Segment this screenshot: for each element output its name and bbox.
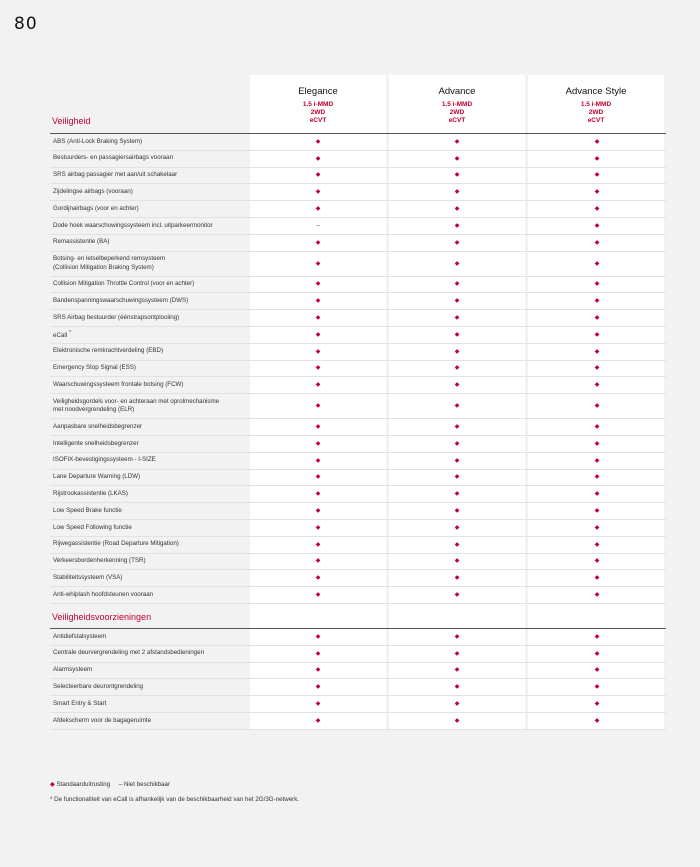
standard-equipment-icon: ◆ xyxy=(315,541,321,548)
table-row xyxy=(50,252,666,277)
standard-equipment-icon: ◆ xyxy=(454,348,460,355)
standard-equipment-icon: ◆ xyxy=(315,403,321,410)
standard-equipment-icon: ◆ xyxy=(454,206,460,213)
standard-equipment-icon: ◆ xyxy=(315,260,321,267)
feature-label: Waarschuwingssysteem frontale botsing (FCW) xyxy=(53,381,184,388)
standard-equipment-icon: ◆ xyxy=(315,315,321,322)
standard-equipment-icon: ◆ xyxy=(315,667,321,674)
feature-label: Emergency Stop Signal (ESS) xyxy=(53,364,136,372)
table-row xyxy=(50,537,666,554)
table-row xyxy=(50,520,666,537)
section-title-veiligheidsvoorzieningen: Veiligheidsvoorzieningen xyxy=(52,612,152,622)
feature-label: Intelligente snelheidsbegrenzer xyxy=(53,439,139,447)
standard-equipment-icon: ◆ xyxy=(594,633,600,640)
table-row xyxy=(50,327,666,344)
table-row xyxy=(50,394,666,419)
table-row xyxy=(50,646,666,663)
standard-equipment-icon: ◆ xyxy=(315,558,321,565)
feature-label: Bestuurders- en passagiersairbags vooraan xyxy=(53,154,174,162)
standard-equipment-icon: ◆ xyxy=(454,382,460,389)
standard-equipment-icon: ◆ xyxy=(454,331,460,338)
standard-equipment-icon: ◆ xyxy=(594,575,600,582)
feature-label: Aanpasbare snelheidsbegrenzer xyxy=(53,422,143,430)
standard-equipment-icon: ◆ xyxy=(594,424,600,431)
standard-equipment-icon: ◆ xyxy=(315,508,321,515)
standard-equipment-icon: ◆ xyxy=(454,575,460,582)
feature-label: SRS airbag passagier met aan/uit schakelaar xyxy=(53,171,178,179)
standard-equipment-icon: ◆ xyxy=(454,239,460,246)
footnote: * De functionaliteit van eCall is afhankelijk van de beschikbaarheid van het 2G/3G-netwerk. xyxy=(50,796,300,803)
standard-equipment-icon: ◆ xyxy=(594,650,600,657)
table-row xyxy=(50,151,666,168)
trim-name: Advance xyxy=(438,86,476,97)
standard-equipment-icon: ◆ xyxy=(594,667,600,674)
legend-standard-label: Standaarduitrusting xyxy=(56,781,111,788)
feature-label: Antidiefstalsysteem xyxy=(53,632,107,640)
not-available-symbol: – xyxy=(118,781,123,788)
standard-equipment-icon: ◆ xyxy=(454,189,460,196)
standard-equipment-icon: ◆ xyxy=(454,491,460,498)
table-row xyxy=(50,470,666,487)
standard-equipment-icon: ◆ xyxy=(315,206,321,213)
standard-equipment-icon: ◆ xyxy=(594,403,600,410)
feature-label: ISOFIX-bevestigingssysteem - I-SIZE xyxy=(53,456,156,464)
standard-equipment-icon: ◆ xyxy=(315,701,321,708)
trim-name: Elegance xyxy=(298,86,338,97)
standard-equipment-icon: ◆ xyxy=(594,298,600,305)
standard-equipment-icon: ◆ xyxy=(594,508,600,515)
feature-label: Low Speed Following functie xyxy=(53,523,132,531)
standard-equipment-icon: ◆ xyxy=(454,684,460,691)
feature-label: Low Speed Brake functie xyxy=(53,506,122,514)
standard-equipment-icon: ◆ xyxy=(454,717,460,724)
table-row xyxy=(50,436,666,453)
drive: 2WD xyxy=(310,109,326,116)
standard-equipment-icon: ◆ xyxy=(315,239,321,246)
standard-equipment-icon: ◆ xyxy=(454,298,460,305)
standard-equipment-icon: ◆ xyxy=(594,684,600,691)
feature-label: ABS (Anti-Lock Braking System) xyxy=(53,137,143,145)
feature-label: Elektronische remkrachtverdeling (EBD) xyxy=(53,347,164,355)
table-row xyxy=(50,293,666,310)
table-row xyxy=(50,235,666,252)
feature-label: Veiligheidsgordels voor- en achteraan met oprolmechanisme met noodvergrendeling (ELR) xyxy=(53,397,220,414)
table-row xyxy=(50,184,666,201)
standard-equipment-icon: ◆ xyxy=(315,298,321,305)
standard-equipment-icon: ◆ xyxy=(454,667,460,674)
table-row xyxy=(50,168,666,185)
standard-equipment-icon: ◆ xyxy=(594,717,600,724)
standard-equipment-icon: ◆ xyxy=(315,155,321,162)
page-number: 80 xyxy=(14,14,38,34)
feature-table-veiligheid xyxy=(50,134,666,604)
standard-equipment-icon: ◆ xyxy=(594,440,600,447)
standard-equipment-icon: ◆ xyxy=(454,365,460,372)
standard-equipment-icon: ◆ xyxy=(315,331,321,338)
table-row xyxy=(50,134,666,151)
standard-equipment-icon: ◆ xyxy=(315,281,321,288)
feature-label: Centrale deurvergrendeling met 2 afstandsbedieningen xyxy=(53,649,205,657)
standard-equipment-icon: ◆ xyxy=(594,281,600,288)
standard-equipment-icon: ◆ xyxy=(594,474,600,481)
table-row xyxy=(50,361,666,378)
standard-equipment-icon: ◆ xyxy=(315,717,321,724)
standard-equipment-icon: ◆ xyxy=(594,189,600,196)
feature-label: Bandenspanningswaarschuwingssysteem (DWS) xyxy=(53,297,189,305)
feature-label: Selecteerbare deurontgrendeling xyxy=(53,683,144,691)
standard-equipment-icon: ◆ xyxy=(454,474,460,481)
table-row xyxy=(50,503,666,520)
standard-equipment-icon: ◆ xyxy=(594,382,600,389)
standard-equipment-icon: ◆ xyxy=(594,348,600,355)
table-row xyxy=(50,419,666,436)
standard-equipment-icon: ◆ xyxy=(454,424,460,431)
feature-label: Verkeersbordenherkenning (TSR) xyxy=(53,557,146,565)
engine: 1.5 i-MMD xyxy=(580,101,612,108)
standard-equipment-icon: ◆ xyxy=(454,524,460,531)
column-header-advance xyxy=(389,86,525,125)
feature-label: Alarmsysteem xyxy=(53,666,93,674)
table-row xyxy=(50,696,666,713)
footnote-marker: * xyxy=(69,330,72,337)
table-row xyxy=(50,218,666,235)
standard-equipment-icon: ◆ xyxy=(594,155,600,162)
engine: 1.5 i-MMD xyxy=(302,101,334,108)
standard-equipment-icon: ◆ xyxy=(315,138,321,145)
feature-label: Afdekscherm voor de bagageruimte xyxy=(53,716,152,724)
table-row xyxy=(50,663,666,680)
standard-equipment-icon: ◆ xyxy=(315,348,321,355)
feature-label: Rijstrookassistentie (LKAS) xyxy=(53,489,128,497)
standard-equipment-icon: ◆ xyxy=(594,331,600,338)
standard-equipment-icon: ◆ xyxy=(454,222,460,229)
feature-label: Remassistentie (BA) xyxy=(53,238,110,246)
table-row xyxy=(50,629,666,646)
standard-equipment-icon: ◆ xyxy=(594,701,600,708)
feature-label: Anti-whiplash hoofdsteunen vooraan xyxy=(53,590,154,598)
standard-equipment-icon: ◆ xyxy=(315,684,321,691)
standard-equipment-icon: ◆ xyxy=(315,474,321,481)
feature-label: Dode hoek waarschuwingssysteem incl. uitparkeermonitor xyxy=(53,221,213,229)
table-row xyxy=(50,587,666,604)
table-row xyxy=(50,554,666,571)
column-header-advance-style xyxy=(528,86,664,125)
standard-equipment-icon: ◆ xyxy=(454,457,460,464)
table-row xyxy=(50,570,666,587)
standard-equipment-icon: ◆ xyxy=(315,172,321,179)
feature-label: Botsing- en letselbeperkend remsysteem (Collision Mitigation Braking System) xyxy=(53,255,166,271)
standard-equipment-icon: ◆ xyxy=(454,155,460,162)
table-row xyxy=(50,277,666,294)
standard-equipment-icon: ◆ xyxy=(315,440,321,447)
feature-label: eCall * xyxy=(53,330,72,340)
standard-equipment-icon: ◆ xyxy=(454,508,460,515)
table-row xyxy=(50,713,666,730)
table-row xyxy=(50,486,666,503)
drive: 2WD xyxy=(588,109,604,116)
standard-equipment-icon: ◆ xyxy=(594,524,600,531)
standard-equipment-icon: ◆ xyxy=(454,558,460,565)
standard-equipment-icon: ◆ xyxy=(594,457,600,464)
standard-equipment-icon: ◆ xyxy=(594,541,600,548)
transmission: eCVT xyxy=(587,117,605,124)
standard-equipment-icon: ◆ xyxy=(454,592,460,599)
standard-symbol: ◆ xyxy=(50,781,55,788)
legend-not-available-label: Niet beschikbaar xyxy=(123,781,171,788)
feature-label: Lane Departure Warning (LDW) xyxy=(53,473,141,481)
standard-equipment-icon: ◆ xyxy=(454,633,460,640)
standard-equipment-icon: ◆ xyxy=(315,382,321,389)
feature-label: Collision Mitigation Throttle Control (voor en achter) xyxy=(53,280,195,288)
standard-equipment-icon: ◆ xyxy=(594,172,600,179)
standard-equipment-icon: ◆ xyxy=(315,424,321,431)
engine: 1.5 i-MMD xyxy=(441,101,473,108)
standard-equipment-icon: ◆ xyxy=(315,575,321,582)
transmission: eCVT xyxy=(309,117,327,124)
table-row xyxy=(50,310,666,327)
standard-equipment-icon: ◆ xyxy=(454,650,460,657)
standard-equipment-icon: ◆ xyxy=(594,239,600,246)
standard-equipment-icon: ◆ xyxy=(454,281,460,288)
standard-equipment-icon: ◆ xyxy=(454,541,460,548)
feature-label: Zijdelingse airbags (vooraan) xyxy=(53,188,133,196)
feature-label: Stabiliteitssysteem (VSA) xyxy=(53,573,123,581)
standard-equipment-icon: ◆ xyxy=(315,650,321,657)
table-row xyxy=(50,453,666,470)
feature-table-veiligheidsvoorzieningen xyxy=(50,629,666,730)
not-available-mark: – xyxy=(316,222,320,229)
column-header-elegance xyxy=(250,86,386,125)
standard-equipment-icon: ◆ xyxy=(594,592,600,599)
transmission: eCVT xyxy=(448,117,466,124)
standard-equipment-icon: ◆ xyxy=(454,138,460,145)
section-title-veiligheid: Veiligheid xyxy=(52,116,91,126)
standard-equipment-icon: ◆ xyxy=(594,138,600,145)
feature-label: Rijwegassistentie (Road Departure Mitigation) xyxy=(53,540,179,548)
standard-equipment-icon: ◆ xyxy=(594,558,600,565)
legend xyxy=(50,781,170,788)
standard-equipment-icon: ◆ xyxy=(315,457,321,464)
standard-equipment-icon: ◆ xyxy=(454,260,460,267)
standard-equipment-icon: ◆ xyxy=(594,206,600,213)
feature-label: Gordijnairbags (voor en achter) xyxy=(53,204,139,212)
trim-name: Advance Style xyxy=(565,86,627,97)
standard-equipment-icon: ◆ xyxy=(594,260,600,267)
standard-equipment-icon: ◆ xyxy=(454,315,460,322)
standard-equipment-icon: ◆ xyxy=(594,365,600,372)
standard-equipment-icon: ◆ xyxy=(454,701,460,708)
standard-equipment-icon: ◆ xyxy=(454,403,460,410)
table-row xyxy=(50,344,666,361)
standard-equipment-icon: ◆ xyxy=(315,365,321,372)
feature-label: Smart Entry & Start xyxy=(53,699,107,707)
standard-equipment-icon: ◆ xyxy=(594,491,600,498)
standard-equipment-icon: ◆ xyxy=(454,172,460,179)
standard-equipment-icon: ◆ xyxy=(315,189,321,196)
standard-equipment-icon: ◆ xyxy=(454,440,460,447)
table-row xyxy=(50,201,666,218)
standard-equipment-icon: ◆ xyxy=(594,315,600,322)
table-row xyxy=(50,377,666,394)
standard-equipment-icon: ◆ xyxy=(315,592,321,599)
table-row xyxy=(50,679,666,696)
standard-equipment-icon: ◆ xyxy=(315,633,321,640)
standard-equipment-icon: ◆ xyxy=(594,222,600,229)
drive: 2WD xyxy=(449,109,465,116)
feature-label: SRS Airbag bestuurder (éénstrapsontplooiing) xyxy=(53,313,180,321)
standard-equipment-icon: ◆ xyxy=(315,524,321,531)
standard-equipment-icon: ◆ xyxy=(315,491,321,498)
